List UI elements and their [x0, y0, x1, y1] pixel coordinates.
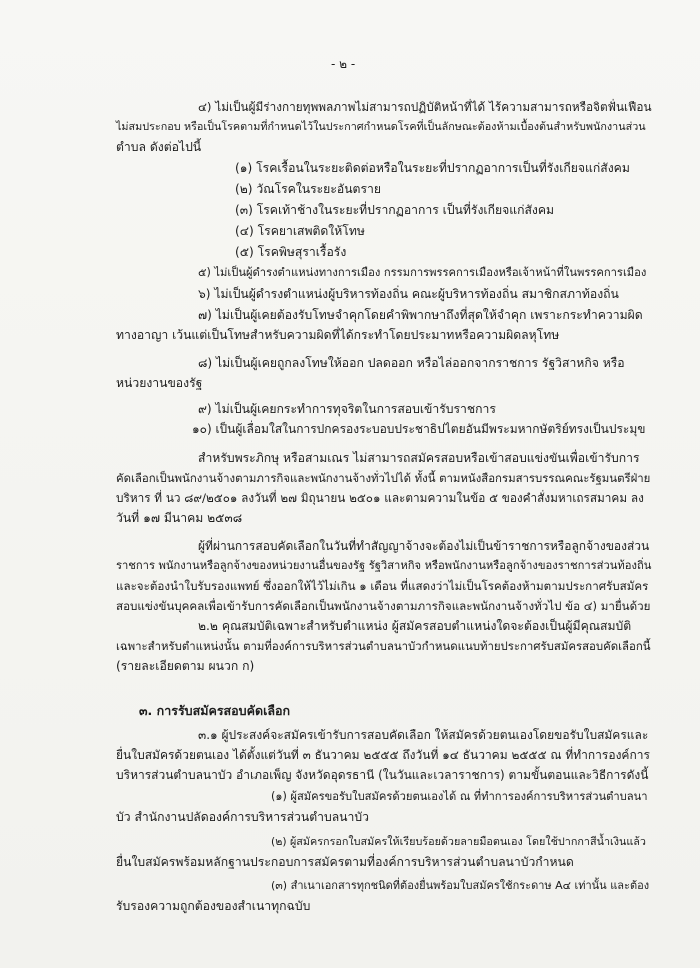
text-line: ๓.๑ ผู้ประสงค์จะสมัครเข้ารับการสอบคัดเลือก ให้สมัครด้วยตนเองโดยขอรับใบสมัครและ: [198, 728, 649, 742]
text-line: หน่วยงานของรัฐ: [116, 376, 203, 390]
text-line: ๘) ไม่เป็นผู้เคยถูกลงโทษให้ออก ปลดออก หรือไล่ออกจากราชการ รัฐวิสาหกิจ หรือ: [198, 356, 625, 370]
text-line: วันที่ ๑๗ มีนาคม ๒๕๓๘: [116, 511, 243, 525]
text-line: (๑) ผู้สมัครขอรับใบสมัครด้วยตนเองได้ ณ ที่ทำการองค์การบริหารส่วนตำบลนา: [271, 790, 648, 803]
section-heading: ๓. การรับสมัครสอบคัดเลือก: [139, 703, 291, 718]
text-line: ยื่นใบสมัครพร้อมหลักฐานประกอบการสมัครตามที่องค์การบริหารส่วนตำบลนาบัวกำหนด: [116, 855, 574, 869]
text-line: และจะต้องนำใบรับรองแพทย์ ซึ่งออกให้ไว้ไม่เกิน ๑ เดือน ที่แสดงว่าไม่เป็นโรคต้องห้ามตามประกาศรับสมัคร: [116, 579, 649, 593]
text-line: ตำบล ดังต่อไปนี้: [116, 140, 202, 154]
text-line: (รายละเอียดตาม ผนวก ก): [116, 659, 255, 673]
text-line: บัว สำนักงานปลัดองค์การบริหารส่วนตำบลนาบัว: [116, 810, 369, 824]
disease-item: (๕) โรคพิษสุราเรื้อรัง: [235, 245, 347, 259]
text-line: รับรองความถูกต้องของสำเนาทุกฉบับ: [116, 899, 311, 913]
text-line: ๒.๒ คุณสมบัติเฉพาะสำหรับตำแหน่ง ผู้สมัครสอบตำแหน่งใดจะต้องเป็นผู้มีคุณสมบัติ: [198, 619, 632, 633]
text-line: (๓) สำเนาเอกสารทุกชนิดที่ต้องยื่นพร้อมใบสมัครใช้กระดาษ A๔ เท่านั้น และต้อง: [271, 879, 650, 892]
text-line: ๑๐) เป็นผู้เลื่อมใสในการปกครองระบอบประชาธิปไตยอันมีพระมหากษัตริย์ทรงเป็นประมุข: [192, 422, 646, 436]
text-line: ผู้ที่ผ่านการสอบคัดเลือกในวันที่ทำสัญญาจ้างจะต้องไม่เป็นข้าราชการหรือลูกจ้างของส่วน: [198, 539, 650, 553]
text-line: ทางอาญา เว้นแต่เป็นโทษสำหรับความผิดที่ได้กระทำโดยประมาทหรือความผิดลหุโทษ: [116, 328, 560, 342]
text-line: คัดเลือกเป็นพนักงานจ้างตามภารกิจและพนักงานจ้างทั่วไปได้ ทั้งนี้ ตามหนังสือกรมสารบรรณคณะรัฐมนตรีฝ่าย: [116, 471, 651, 485]
text-line: บริหารส่วนตำบลนาบัว อำเภอเพ็ญ จังหวัดอุดรธานี (ในวันและเวลาราชการ) ตามขั้นตอนและวิธีการดังนี้: [116, 768, 649, 782]
text-line: ๗) ไม่เป็นผู้เคยต้องรับโทษจำคุกโดยคำพิพากษาถึงที่สุดให้จำคุก เพราะกระทำความผิด: [198, 308, 643, 322]
page-number: - ๒ -: [331, 57, 356, 71]
text-line: ยื่นใบสมัครด้วยตนเอง ได้ตั้งแต่วันที่ ๓ ธันวาคม ๒๕๕๕ ถึงวันที่ ๑๔ ธันวาคม ๒๕๕๕ ณ ที่ทำการองค์การ: [116, 748, 650, 762]
text-line: ๙) ไม่เป็นผู้เคยกระทำการทุจริตในการสอบเข้ารับราชการ: [198, 402, 496, 416]
disease-item: (๓) โรคเท้าช้างในระยะที่ปรากฏอาการ เป็นที่รังเกียจแก่สังคม: [235, 203, 555, 217]
disease-item: (๑) โรคเรื้อนในระยะติดต่อหรือในระยะที่ปรากฏอาการเป็นที่รังเกียจแก่สังคม: [235, 161, 630, 175]
text-line: ๔) ไม่เป็นผู้มีร่างกายทุพพลภาพไม่สามารถปฏิบัติหน้าที่ได้ ไร้ความสามารถหรือจิตฟั่นเฟือน: [198, 100, 652, 114]
text-line: ๕) ไม่เป็นผู้ดำรงตำแหน่งทางการเมือง กรรมการพรรคการเมืองหรือเจ้าหน้าที่ในพรรคการเมือง: [198, 266, 647, 279]
text-line: เฉพาะสำหรับตำแหน่งนั้น ตามที่องค์การบริหารส่วนตำบลนาบัวกำหนดแนบท้ายประกาศรับสมัครสอบคัดเลือกนี้: [116, 639, 651, 653]
text-line: (๒) ผู้สมัครกรอกใบสมัครให้เรียบร้อยด้วยลายมือตนเอง โดยใช้ปากกาสีน้ำเงินแล้ว: [271, 835, 646, 848]
text-line: ราชการ พนักงานหรือลูกจ้างของหน่วยงานอื่นของรัฐ รัฐวิสาหกิจ หรือพนักงานหรือลูกจ้างของราชการส่วนท้องถิ่น: [116, 559, 652, 572]
text-line: สำหรับพระภิกษุ หรือสามเณร ไม่สามารถสมัครสอบหรือเข้าสอบแข่งขันเพื่อเข้ารับการ: [198, 451, 640, 465]
disease-item: (๔) โรคยาเสพติดให้โทษ: [235, 224, 365, 238]
text-line: ไม่สมประกอบ หรือเป็นโรคตามที่กำหนดไว้ในประกาศกำหนดโรคที่เป็นลักษณะต้องห้ามเบื้องต้นสำหรับพนักงานส่วน: [116, 120, 646, 133]
disease-item: (๒) วัณโรคในระยะอันตราย: [235, 182, 381, 196]
text-line: บริหาร ที่ นว ๘๙/๒๕๐๑ ลงวันที่ ๒๗ มิถุนายน ๒๕๐๑ และตามความในข้อ ๕ ของคำสั่งมหาเถรสมาคม ลง: [116, 491, 644, 505]
text-line: ๖) ไม่เป็นผู้ดำรงตำแหน่งผู้บริหารท้องถิ่น คณะผู้บริหารท้องถิ่น สมาชิกสภาท้องถิ่น: [198, 287, 619, 301]
text-line: สอบแข่งขันบุคคลเพื่อเข้ารับการคัดเลือกเป็นพนักงานจ้างตามภารกิจและพนักงานจ้างทั่วไป ข้อ ๔) มายื่นด้วย: [116, 599, 651, 613]
